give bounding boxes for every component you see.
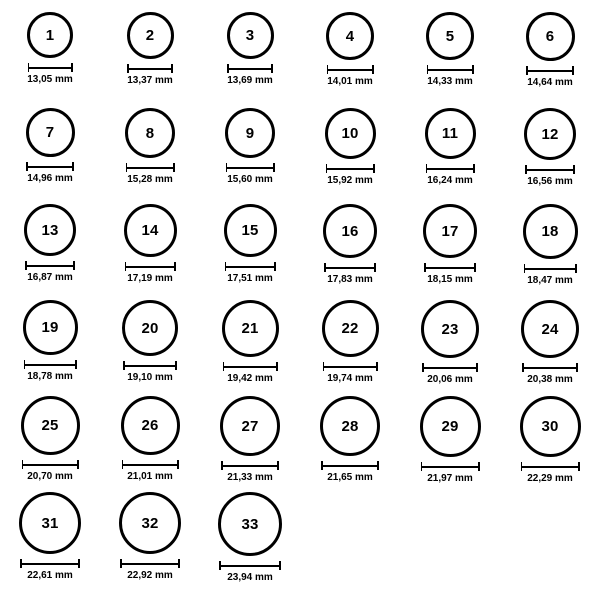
measure-line	[223, 366, 278, 368]
ring-size-cell[interactable]	[200, 202, 300, 298]
diameter-value: 20,06 mm	[427, 374, 473, 385]
ring-size-label: 19	[41, 319, 59, 336]
diameter-measure-bar	[26, 162, 74, 171]
diameter-measure-bar	[20, 559, 80, 568]
ring-circle	[426, 12, 474, 60]
diameter-value: 21,33 mm	[227, 472, 273, 483]
diameter-value: 22,92 mm	[127, 570, 173, 581]
ring-size-label: 21	[241, 320, 259, 337]
diameter-value: 14,64 mm	[527, 77, 573, 88]
diameter-measure-bar	[223, 362, 278, 371]
ring-size-label: 15	[241, 222, 259, 239]
ring-circle	[421, 300, 479, 358]
diameter-value: 21,01 mm	[127, 471, 173, 482]
measure-tick-right	[576, 363, 578, 372]
measure-tick-right	[73, 261, 75, 270]
ring-size-cell[interactable]	[200, 10, 300, 106]
ring-size-label: 24	[541, 320, 559, 338]
ring-size-cell[interactable]	[0, 10, 100, 106]
ring-circle	[125, 108, 175, 158]
diameter-measure-bar	[526, 66, 574, 75]
measure-line	[125, 266, 176, 268]
ring-size-label: 32	[141, 514, 159, 532]
ring-size-label: 33	[241, 515, 259, 533]
ring-size-label: 27	[241, 417, 259, 435]
diameter-measure-bar	[22, 460, 79, 469]
ring-size-cell[interactable]	[300, 106, 400, 202]
diameter-measure-bar	[123, 361, 177, 370]
measure-line	[120, 563, 180, 565]
measure-line	[526, 70, 574, 72]
ring-size-label: 8	[145, 124, 155, 142]
measure-tick-right	[276, 362, 278, 371]
ring-size-cell[interactable]	[0, 106, 100, 202]
measure-tick-right	[273, 163, 275, 172]
ring-size-cell[interactable]	[200, 394, 300, 490]
diameter-measure-bar	[219, 561, 281, 570]
diameter-measure-bar	[422, 363, 478, 372]
diameter-measure-bar	[25, 261, 75, 270]
ring-size-cell[interactable]	[0, 490, 100, 586]
diameter-value: 21,97 mm	[427, 473, 473, 484]
measure-line	[25, 265, 75, 267]
diameter-value: 22,61 mm	[27, 570, 73, 581]
measure-tick-right	[174, 262, 176, 271]
ring-circle	[220, 396, 280, 456]
measure-tick-right	[575, 264, 577, 273]
diameter-measure-bar	[127, 64, 173, 73]
diameter-value: 14,33 mm	[427, 76, 473, 87]
ring-size-cell[interactable]	[200, 106, 300, 202]
measure-line	[225, 266, 276, 268]
measure-line	[123, 365, 177, 367]
ring-circle	[420, 396, 481, 457]
ring-circle	[225, 108, 275, 158]
diameter-measure-bar	[421, 462, 480, 471]
diameter-measure-bar	[525, 165, 575, 174]
ring-size-cell[interactable]	[100, 106, 200, 202]
ring-size-cell[interactable]	[500, 298, 600, 394]
ring-circle	[425, 108, 476, 159]
ring-size-cell[interactable]	[500, 106, 600, 202]
measure-line	[323, 366, 378, 368]
measure-tick-right	[373, 164, 375, 173]
diameter-value: 20,70 mm	[27, 471, 73, 482]
diameter-measure-bar	[323, 362, 378, 371]
measure-line	[522, 367, 578, 369]
ring-size-label: 7	[45, 124, 55, 141]
measure-tick-right	[173, 163, 175, 172]
ring-size-cell[interactable]	[400, 394, 500, 490]
measure-tick-right	[374, 263, 376, 272]
measure-tick-right	[71, 63, 73, 72]
diameter-value: 15,28 mm	[127, 174, 173, 185]
ring-circle	[119, 492, 181, 554]
diameter-value: 14,96 mm	[27, 173, 73, 184]
diameter-measure-bar	[426, 164, 475, 173]
measure-line	[20, 563, 80, 565]
ring-circle	[121, 396, 180, 455]
diameter-value: 20,38 mm	[527, 374, 573, 385]
diameter-measure-bar	[221, 461, 279, 470]
measure-tick-right	[277, 461, 279, 470]
ring-size-label: 2	[145, 27, 155, 44]
measure-tick-right	[77, 460, 79, 469]
diameter-value: 17,83 mm	[327, 274, 373, 285]
ring-size-label: 14	[141, 222, 159, 239]
ring-size-label: 31	[41, 514, 59, 532]
ring-circle	[325, 108, 376, 159]
ring-circle	[124, 204, 177, 257]
diameter-value: 23,94 mm	[227, 572, 273, 583]
diameter-value: 17,51 mm	[227, 273, 273, 284]
ring-size-cell[interactable]	[500, 202, 600, 298]
ring-size-label: 10	[341, 125, 359, 142]
measure-line	[26, 166, 74, 168]
ring-size-label: 13	[41, 221, 59, 239]
ring-size-cell[interactable]	[100, 10, 200, 106]
ring-size-label: 12	[541, 125, 559, 143]
ring-circle	[19, 492, 81, 554]
measure-tick-right	[573, 165, 575, 174]
measure-tick-right	[178, 559, 180, 568]
ring-size-cell[interactable]	[300, 202, 400, 298]
diameter-value: 16,24 mm	[427, 175, 473, 186]
measure-tick-right	[377, 461, 379, 470]
ring-size-cell[interactable]	[500, 394, 600, 490]
ring-circle	[222, 300, 279, 357]
ring-circle	[521, 300, 579, 358]
measure-tick-right	[175, 361, 177, 370]
diameter-measure-bar	[126, 163, 175, 172]
measure-line	[226, 167, 275, 169]
ring-size-label: 25	[41, 417, 59, 434]
diameter-value: 17,19 mm	[127, 273, 173, 284]
measure-line	[427, 69, 474, 71]
ring-size-label: 6	[545, 28, 555, 45]
ring-size-cell[interactable]	[400, 298, 500, 394]
measure-line	[426, 168, 475, 170]
ring-circle	[323, 204, 377, 258]
ring-size-cell[interactable]	[400, 10, 500, 106]
measure-tick-right	[274, 262, 276, 271]
diameter-measure-bar	[521, 462, 580, 471]
ring-circle	[227, 12, 274, 59]
ring-circle	[320, 396, 380, 456]
ring-size-cell[interactable]	[200, 298, 300, 394]
measure-line	[127, 68, 173, 70]
ring-circle	[127, 12, 174, 59]
measure-line	[326, 168, 375, 170]
diameter-value: 13,05 mm	[27, 74, 73, 85]
ring-size-label: 17	[441, 222, 459, 240]
ring-size-cell[interactable]	[0, 394, 100, 490]
ring-size-cell[interactable]	[300, 394, 400, 490]
measure-line	[422, 367, 478, 369]
diameter-measure-bar	[524, 264, 577, 273]
measure-line	[219, 565, 281, 567]
ring-size-cell[interactable]	[100, 394, 200, 490]
ring-circle	[523, 204, 578, 259]
diameter-value: 21,65 mm	[327, 472, 373, 483]
diameter-value: 13,37 mm	[127, 75, 173, 86]
measure-tick-right	[279, 561, 281, 570]
measure-line	[521, 466, 580, 468]
diameter-value: 13,69 mm	[227, 75, 273, 86]
ring-size-label: 18	[541, 223, 559, 240]
measure-line	[28, 67, 73, 69]
ring-circle	[26, 108, 75, 157]
diameter-value: 19,42 mm	[227, 373, 273, 384]
diameter-value: 14,01 mm	[327, 76, 373, 87]
measure-line	[524, 268, 577, 270]
ring-circle	[23, 300, 78, 355]
ring-circle	[322, 300, 379, 357]
diameter-measure-bar	[522, 363, 578, 372]
measure-line	[424, 267, 476, 269]
ring-size-cell[interactable]	[400, 202, 500, 298]
measure-tick-right	[473, 164, 475, 173]
ring-circle	[122, 300, 178, 356]
ring-circle	[526, 12, 575, 61]
diameter-value: 15,92 mm	[327, 175, 373, 186]
diameter-value: 18,47 mm	[527, 275, 573, 286]
ring-size-cell[interactable]	[100, 202, 200, 298]
measure-tick-right	[372, 65, 374, 74]
ring-size-cell[interactable]	[400, 106, 500, 202]
measure-tick-right	[78, 559, 80, 568]
diameter-value: 18,78 mm	[27, 371, 73, 382]
measure-line	[525, 169, 575, 171]
ring-size-label: 3	[245, 27, 255, 44]
measure-line	[327, 69, 374, 71]
measure-line	[321, 465, 379, 467]
diameter-measure-bar	[427, 65, 474, 74]
ring-circle	[218, 492, 282, 556]
measure-line	[227, 68, 273, 70]
ring-size-label: 1	[45, 26, 55, 44]
ring-size-cell[interactable]	[0, 298, 100, 394]
measure-tick-right	[171, 64, 173, 73]
ring-size-label: 28	[341, 417, 359, 435]
measure-tick-right	[72, 162, 74, 171]
ring-size-cell[interactable]	[100, 298, 200, 394]
measure-tick-right	[578, 462, 580, 471]
ring-size-label: 11	[441, 125, 459, 142]
diameter-measure-bar	[225, 262, 276, 271]
measure-line	[126, 167, 175, 169]
ring-size-label: 5	[445, 27, 455, 45]
measure-line	[122, 464, 179, 466]
diameter-value: 15,60 mm	[227, 174, 273, 185]
ring-size-cell[interactable]	[100, 490, 200, 586]
measure-tick-right	[271, 64, 273, 73]
ring-circle	[21, 396, 80, 455]
ring-size-label: 23	[441, 320, 459, 338]
diameter-measure-bar	[327, 65, 374, 74]
ring-size-cell[interactable]	[200, 490, 300, 586]
ring-size-label: 29	[441, 418, 459, 435]
measure-line	[22, 464, 79, 466]
diameter-value: 16,56 mm	[527, 176, 573, 187]
measure-tick-right	[472, 65, 474, 74]
diameter-measure-bar	[326, 164, 375, 173]
diameter-measure-bar	[28, 63, 73, 72]
diameter-value: 16,87 mm	[27, 272, 73, 283]
ring-size-label: 4	[345, 27, 355, 45]
measure-line	[421, 466, 480, 468]
diameter-value: 18,15 mm	[427, 274, 473, 285]
diameter-measure-bar	[321, 461, 379, 470]
ring-size-label: 30	[541, 418, 559, 435]
ring-circle	[423, 204, 477, 258]
diameter-value: 22,29 mm	[527, 473, 573, 484]
ring-size-label: 22	[341, 320, 359, 337]
ring-circle	[524, 108, 576, 160]
ring-size-cell[interactable]	[300, 298, 400, 394]
measure-tick-right	[572, 66, 574, 75]
diameter-measure-bar	[125, 262, 176, 271]
ring-circle	[520, 396, 581, 457]
measure-line	[324, 267, 376, 269]
measure-line	[24, 364, 77, 366]
diameter-measure-bar	[227, 64, 273, 73]
ring-size-label: 16	[341, 222, 359, 240]
measure-tick-right	[177, 460, 179, 469]
measure-tick-right	[474, 263, 476, 272]
diameter-measure-bar	[424, 263, 476, 272]
ring-circle	[326, 12, 374, 60]
ring-circle	[24, 204, 76, 256]
ring-size-cell[interactable]	[300, 10, 400, 106]
measure-line	[221, 465, 279, 467]
ring-size-cell[interactable]	[500, 10, 600, 106]
ring-size-label: 20	[141, 319, 159, 337]
ring-size-grid	[0, 10, 600, 586]
ring-size-label: 26	[141, 417, 159, 434]
measure-tick-right	[376, 362, 378, 371]
diameter-measure-bar	[226, 163, 275, 172]
measure-tick-right	[476, 363, 478, 372]
diameter-measure-bar	[122, 460, 179, 469]
diameter-value: 19,10 mm	[127, 372, 173, 383]
diameter-value: 19,74 mm	[327, 373, 373, 384]
diameter-measure-bar	[324, 263, 376, 272]
ring-size-label: 9	[245, 124, 255, 142]
measure-tick-right	[75, 360, 77, 369]
ring-size-cell[interactable]	[0, 202, 100, 298]
diameter-measure-bar	[24, 360, 77, 369]
ring-circle	[27, 12, 73, 58]
ring-circle	[224, 204, 277, 257]
diameter-measure-bar	[120, 559, 180, 568]
measure-tick-right	[478, 462, 480, 471]
